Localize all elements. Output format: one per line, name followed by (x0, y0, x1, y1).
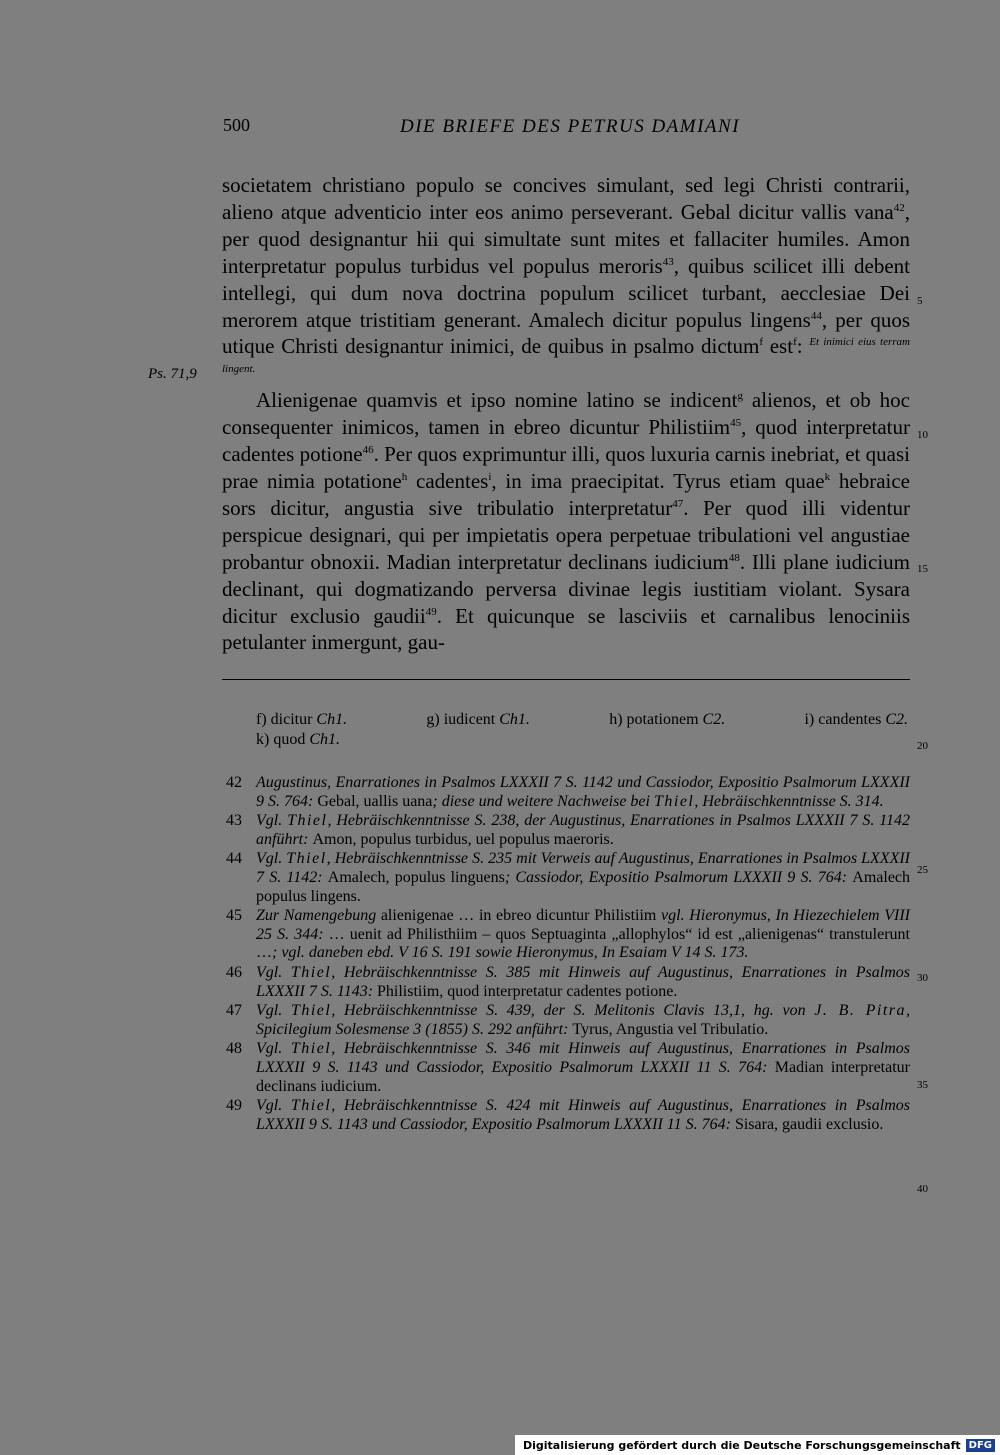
footnote-divider (222, 679, 910, 680)
apparatus-row (256, 710, 908, 730)
footnote-number: 45 (226, 907, 242, 925)
line-number: 30 (917, 972, 928, 984)
footnote-number: 47 (226, 1002, 242, 1020)
text-segment: cadentes (407, 468, 489, 493)
footnote-text: , Hebräischkenntnisse S. 424 mit Hinweis auf Augustinus, Enarrationes in Psalmos LXXXII 9 S. 1143 und Cassiodor, Expositio Psalmorum LXXXII 11 S. 764: (256, 1097, 910, 1133)
apparatus-entry: i) candentes C2. (804, 711, 908, 728)
footnote-text: Vgl. (256, 963, 291, 981)
text-segment: , per quos utique Christi designantur inimici, de quibus in psalmo dictum (222, 307, 910, 359)
footnote (226, 850, 910, 906)
note-marker: 45 (730, 417, 742, 430)
line-number: 20 (917, 740, 928, 752)
text-segment: , per quod designantur hii qui simultate sunt mites et fallaciter humiles. Amon interpretatur populus turbidus vel populus meroris (222, 199, 910, 278)
source-notes (226, 774, 910, 1135)
footnote-text: Thiel (290, 1097, 332, 1115)
main-text (222, 172, 910, 656)
note-marker: f (793, 336, 797, 349)
footnote-number: 43 (226, 812, 242, 830)
footnote-text: alienigenae … in ebreo dicuntur Philistiim (380, 907, 657, 925)
note-marker: f (759, 336, 764, 349)
footnote-text: Vgl. (256, 1040, 291, 1058)
text-segment: , quibus scilicet illi debent intellegi, qui dum nova doctrina populum scilicet turbant, aecclesiae Dei merorem atque tristitiam generant. Amalech dicitur populus lingens (222, 253, 910, 332)
footnote-text: Thiel (290, 1040, 332, 1058)
paragraph-1 (222, 172, 910, 387)
footnote-text: Thiel (287, 812, 328, 830)
footnote (226, 774, 910, 811)
footnote-text: , Hebräischkenntnisse S. 235 mit Verweis auf Augustinus, Enarrationes in Psalmos LXXXII 7 S. 1142: (256, 850, 911, 886)
footnote-text: … uenit ad Philisthiim – quos Septuaginta „allophylos“ id est „alienigenas“ transtulerunt … (256, 925, 910, 962)
text-segment: alienos, et ob hoc consequenter inimicos, tamen in ebreo dicuntur Philistiim (222, 388, 910, 440)
footnote-text: Amalech, populus linguens (327, 868, 505, 886)
text-segment: Alienigenae quamvis et ipso nomine latino se indicent (256, 388, 738, 413)
note-marker: h (401, 470, 408, 483)
footnote (226, 964, 910, 1001)
text-segment: . Et quicunque se lasciviis et carnalibus lenociniis petulanter inmergunt, gau- (222, 603, 910, 655)
apparatus-entry: f) dicitur Ch1. (256, 711, 348, 728)
footnote-text: Vgl. (256, 1002, 291, 1020)
footnote-text: Tyrus, Angustia vel Tribulatio. (572, 1020, 769, 1038)
footnote-text: , Hebräischkenntnisse S. 314. (694, 792, 884, 810)
footnote (226, 812, 910, 849)
digitization-footer (515, 1435, 1000, 1455)
footnote-number: 46 (226, 963, 242, 981)
footnote-text: Thiel (653, 792, 695, 810)
note-marker: 44 (810, 309, 822, 322)
note-marker: k (824, 470, 831, 483)
footnote-text: , Hebräischkenntnisse S. 439, der S. Melitonis Clavis 13,1, hg. von (331, 1002, 815, 1020)
footnote-text: , Spicilegium Solesmense 3 (1855) S. 292 anführt: (256, 1002, 910, 1038)
dfg-logo-icon: DFG (965, 1438, 996, 1453)
footnote-number: 49 (226, 1097, 242, 1115)
line-number: 35 (917, 1079, 928, 1091)
page-number: 500 (223, 115, 250, 135)
footnote (226, 1002, 910, 1039)
running-title: DIE BRIEFE DES PETRUS DAMIANI (400, 116, 741, 137)
note-marker: 49 (425, 605, 437, 618)
note-marker: 47 (672, 497, 684, 510)
footnote-text: Thiel (286, 850, 327, 868)
text-segment: . Per quod illi videntur perspicue designari, qui per impietatis opera perpetuae tribulationi vel angustiae probantur obnoxii. Madian interpretatur declinans iudicium (222, 495, 910, 574)
footnote-text: , Hebräischkenntnisse S. 346 mit Hinweis auf Augustinus, Enarrationes in Psalmos LXXXII 9 S. 1143 und Cassiodor, Expositio Psalmorum LXXXII 11 S. 764: (256, 1040, 910, 1076)
footnote-text: Augustinus, Enarrationes in Psalmos LXXXII 7 S. 1142 und Cassiodor, Expositio Psalmorum LXXXII 9 S. 764: (256, 774, 910, 810)
apparatus-entry: k) quod Ch1. (256, 731, 340, 748)
footnote-text: Vgl. (256, 1097, 291, 1115)
text-segment: hebraice sors dicitur, angustia sive tribulatio interpretatur (222, 468, 910, 520)
apparatus-row (256, 730, 908, 750)
footnote-text: Philistiim, quod interpretatur cadentes potione. (377, 982, 678, 1000)
footnote-number: 44 (226, 850, 242, 868)
text-segment: : (796, 334, 810, 359)
footnote-text: , Hebräischkenntnisse S. 238, der Augustinus, Enarrationes in Psalmos LXXXII 7 S. 1142 anführt: (256, 812, 911, 848)
margin-reference: Ps. 71,9 (148, 366, 197, 382)
line-number: 25 (917, 864, 928, 876)
footnote-text: , Hebräischkenntnisse S. 385 mit Hinweis auf Augustinus, Enarrationes in Psalmos LXXXII 7 S. 1143: (256, 963, 910, 1000)
note-marker: g (737, 390, 743, 403)
footnote-text: Zur Namengebung (256, 907, 381, 925)
footnote-number: 42 (226, 774, 242, 791)
note-marker: 46 (362, 444, 374, 457)
footnote-text: Thiel (290, 1002, 332, 1020)
note-marker: 48 (728, 551, 740, 564)
footnote-text: Madian interpretatur declinans iudicium. (256, 1058, 910, 1095)
line-number: 40 (917, 1183, 928, 1195)
footnote-text: Amalech populus lingens. (256, 868, 911, 905)
footnote-text: ; vgl. daneben ebd. V 16 S. 191 sowie Hieronymus, In Esaiam V 14 S. 173. (272, 944, 749, 962)
line-number: 15 (917, 563, 928, 575)
footnote (226, 907, 910, 963)
footer-text: Digitalisierung gefördert durch die Deutsche Forschungsgemeinschaft (522, 1438, 961, 1452)
text-segment: societatem christiano populo se concives simulant, sed legi Christi contrarii, alieno atque adventicio inter eos animo perseverant. Gebal dicitur vallis vana (222, 173, 910, 224)
footnote-number: 48 (226, 1040, 242, 1058)
footnote-text: Vgl. (256, 812, 288, 830)
note-marker: i (488, 470, 492, 483)
apparatus-entry: h) potationem C2. (609, 711, 726, 728)
footnote (226, 1040, 910, 1096)
text-segment: , in ima praecipitat. Tyrus etiam quae (491, 468, 825, 493)
text-segment: . Per quos exprimuntur illi, quos luxuria carnis inebriat, et quasi prae nimia potatione (222, 442, 911, 493)
line-number: 5 (917, 295, 923, 307)
text-segment: est (763, 334, 794, 359)
note-marker: Et inimici eius terram lingent. (222, 336, 910, 376)
text-segment: , quod interpretatur cadentes potione (222, 415, 911, 467)
footnote (226, 1097, 910, 1134)
text-segment: . Illi plane iudicium declinant, qui dogmatizando perversa divinae legis iustitiam violant. Sysara dicitur exclusio gaudii (222, 549, 911, 628)
critical-apparatus (256, 710, 908, 750)
footnote-text: J. B. Pitra (814, 1002, 906, 1020)
apparatus-entry: g) iudicent Ch1. (426, 711, 530, 728)
paragraph-2 (222, 387, 910, 656)
footnote-text: vgl. Hieronymus, In Hiezechielem VIII 25 S. 344: (256, 907, 910, 943)
footnote-text: Vgl. (256, 850, 287, 868)
note-marker: 43 (662, 255, 674, 268)
footnote-text: Thiel (290, 963, 332, 981)
footnote-text: Gebal, uallis uana (317, 792, 433, 810)
note-marker: 42 (893, 201, 905, 214)
footnote-text: Amon, populus turbidus, uel populus maeroris. (312, 830, 614, 848)
footnote-text: ; Cassiodor, Expositio Psalmorum LXXXII 9 S. 764: (504, 868, 853, 886)
footnote-text: Sisara, gaudii exclusio. (734, 1115, 884, 1133)
line-number: 10 (917, 429, 928, 441)
footnote-text: ; diese und weitere Nachweise bei (432, 792, 654, 810)
